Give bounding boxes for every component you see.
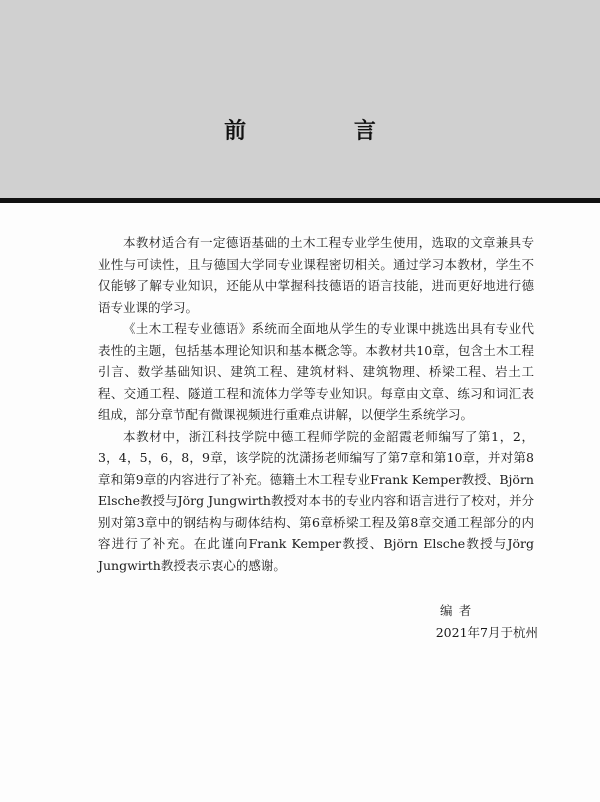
page-title: 前 言 [224,119,426,144]
paragraph-3: 本教材中，浙江科技学院中德工程师学院的金韶霞老师编写了第1，2，3，4，5，6，8，9章，该学院的沈潇扬老师编写了第7章和第10章，并对第8章和第9章的内容进行了补充。德籍土木工程专业Frank Kemper教授、Björn Elsche教授与Jörg Jungwirth教授对本书的专业内容和语言进行了校对，并分别对第3章中的钢结构与砌体结构、第6章桥梁工程及第8章交通工程部分的内容进行了补充。在此谨向Frank Kemper教授、Björn Elsche教授与Jörg Jungwirth教授表示衷心的感谢。 [98,428,534,573]
signature-date: 2021年7月于杭州 [435,625,538,640]
header-divider [0,198,600,203]
header-band [0,0,600,198]
paragraph-1: 本教材适合有一定德语基础的土木工程专业学生使用，选取的文章兼具专业性与可读性，且与德国大学同专业课程密切相关。通过学习本教材，学生不仅能够了解专业知识，还能从中掌握科技德语的语言技能，进而更好地进行德语专业课的学习。 [98,235,534,315]
preface-body [98,232,534,576]
signature-author: 编者 [440,603,478,618]
paragraph-2: 《土木工程专业德语》系统而全面地从学生的专业课中挑选出具有专业代表性的主题，包括基本理论知识和基本概念等。本教材共10章，包含土木工程引言、数学基础知识、建筑工程、建筑材料、建筑物理、桥梁工程、岩土工程、交通工程、隧道工程和流体力学等专业知识。每章由文章、练习和词汇表组成，部分章节配有微课视频进行重难点讲解，以便学生系统学习。 [98,321,534,422]
